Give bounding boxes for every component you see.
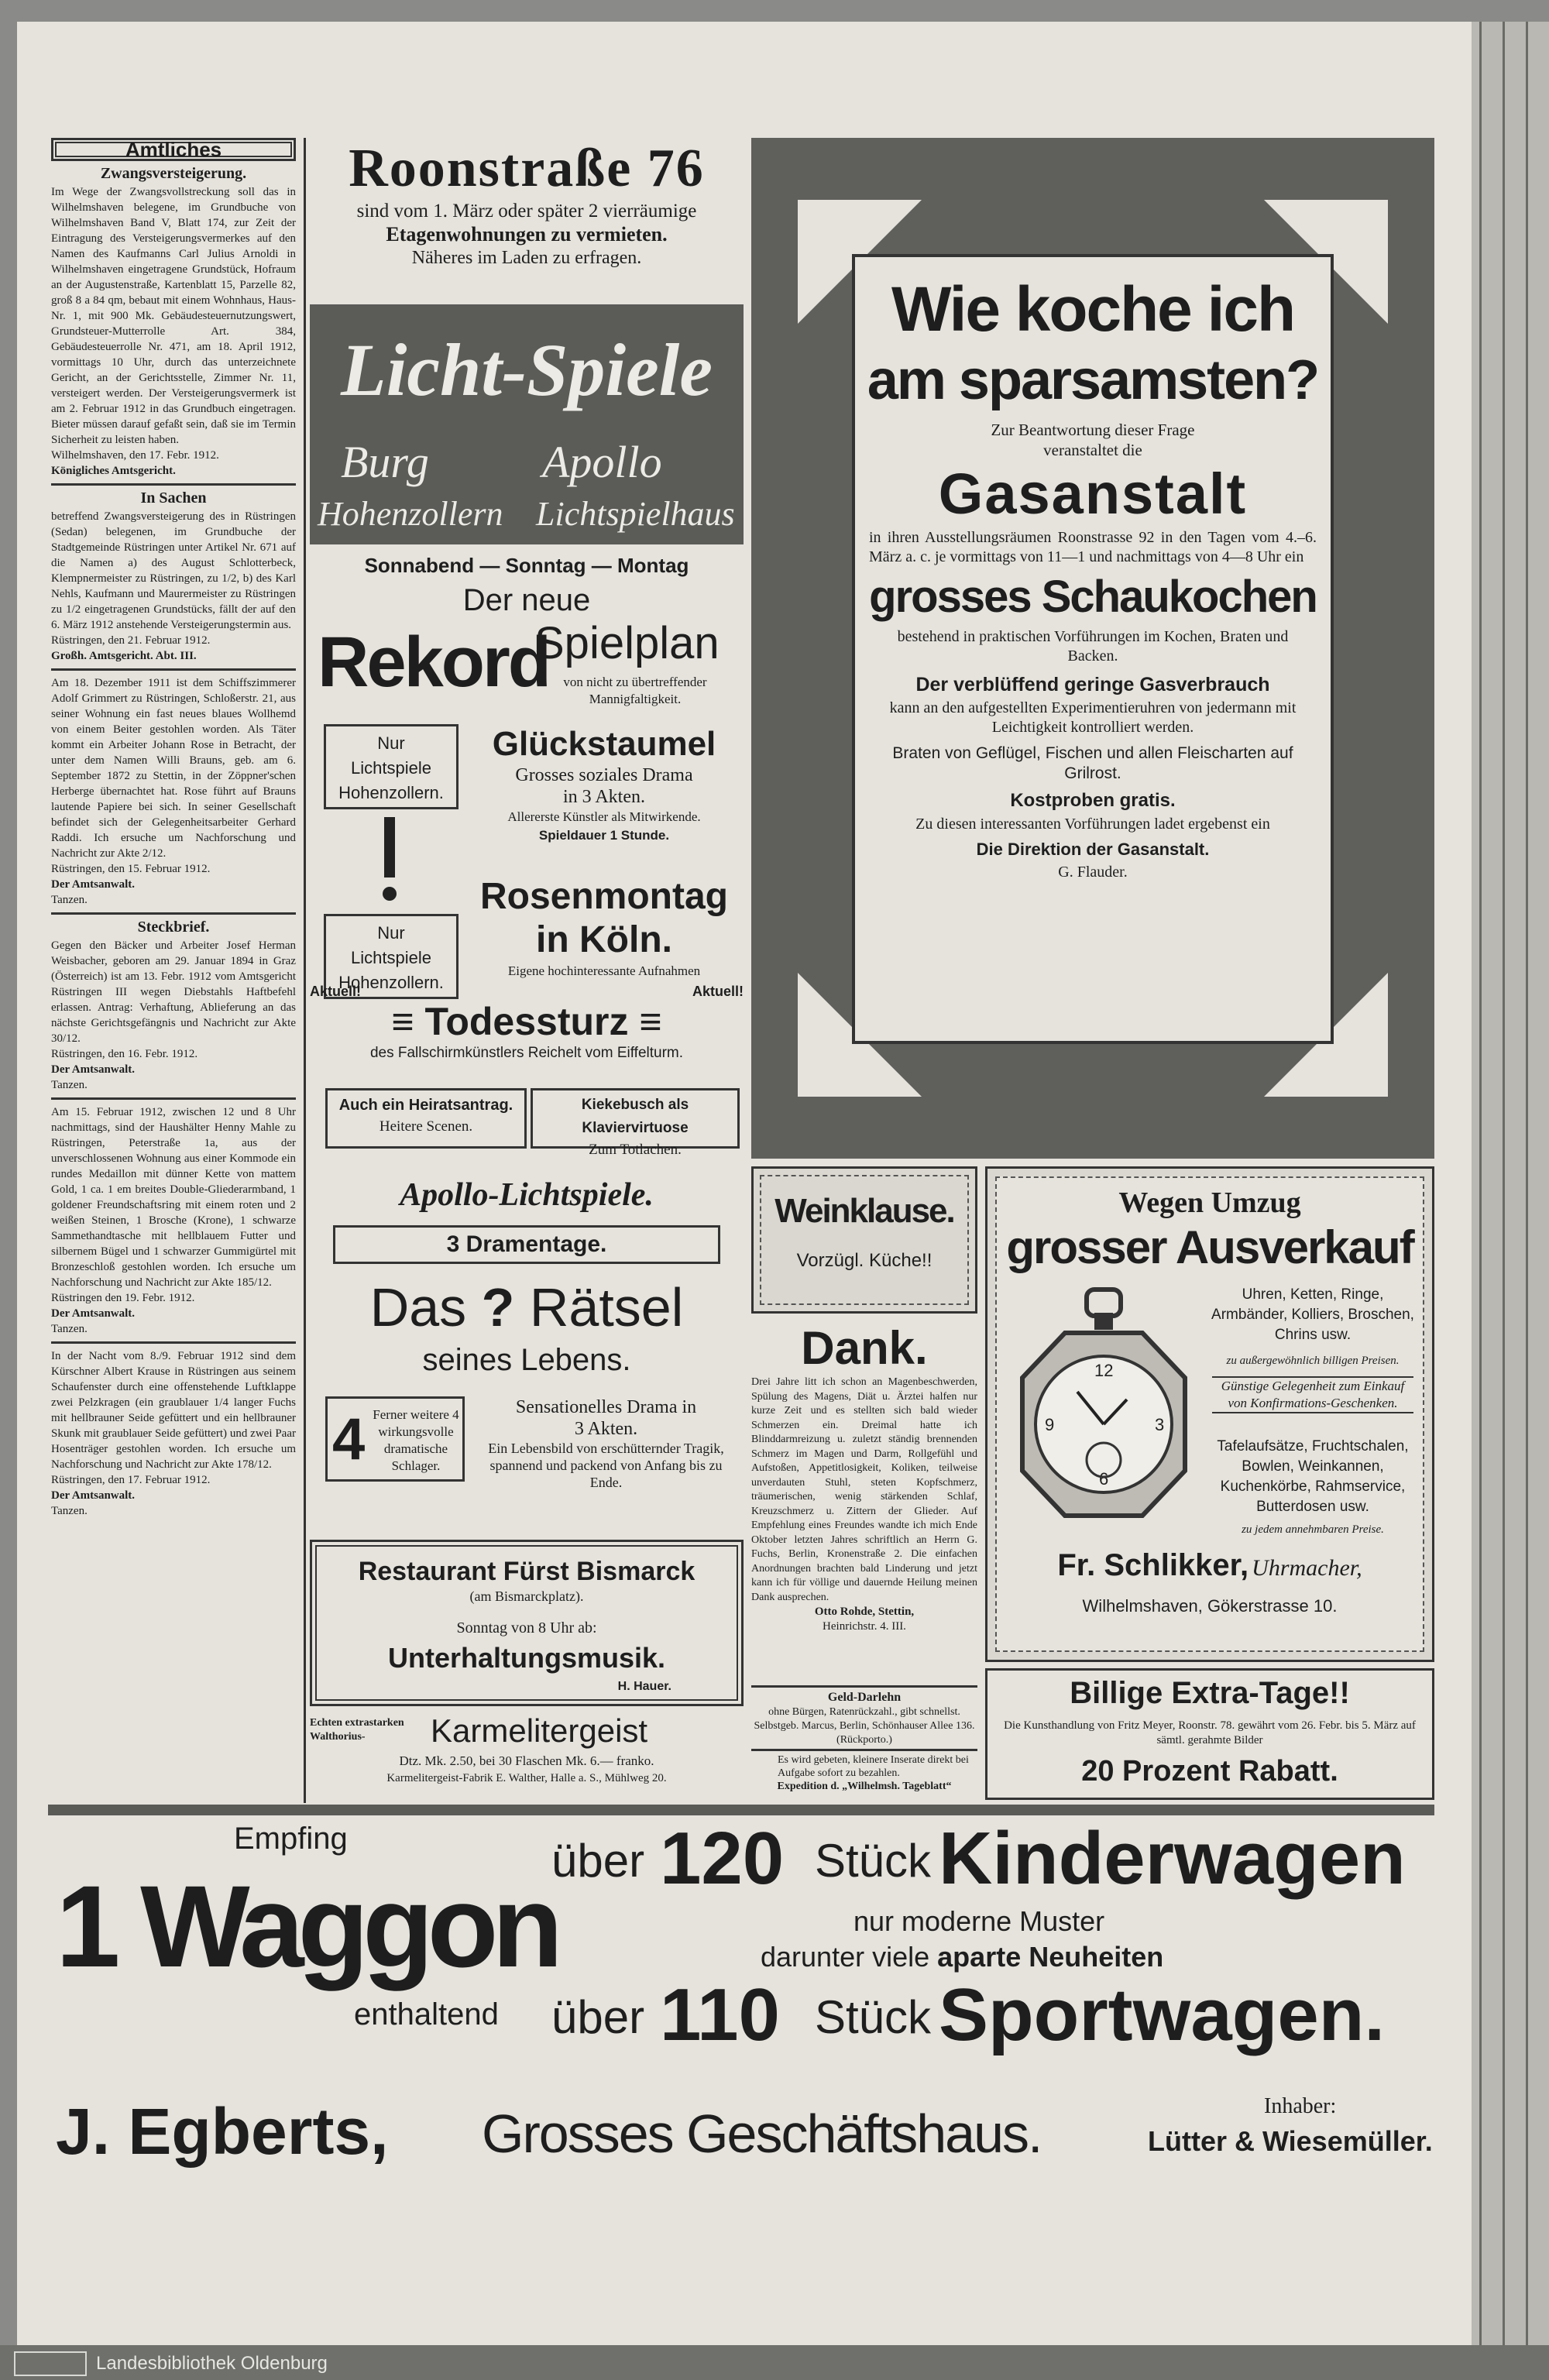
nur-box-1 xyxy=(324,724,459,809)
divider xyxy=(51,1097,296,1100)
stueck-2: Stück xyxy=(815,1991,932,2043)
raetsel-word-1: Das xyxy=(369,1277,467,1338)
gas-braten: Braten von Geflügel, Fischen und allen Fleischarten auf Grilrost. xyxy=(892,744,1293,782)
egberts-owners: Lütter & Wiesemüller. xyxy=(1148,2125,1433,2157)
spielplan: Spielplan xyxy=(534,618,720,668)
notice-signature: Der Amtsanwalt. xyxy=(51,1063,136,1076)
hohenzollern-label: Hohenzollern xyxy=(318,495,503,533)
official-notices-column xyxy=(51,138,296,1803)
library-logo-icon xyxy=(14,2351,87,2376)
bismarck-hauer: H. Hauer. xyxy=(617,1680,671,1693)
notice-text: Gegen den Bäcker und Arbeiter Josef Herman Weisbacher, geboren am 29. Januar 1894 in Graz (Österreich) ist am 13. Febr. 1912 vom Amtsgericht Rüstringen III wegen Diebstahls Haftbefehl erlassen. Antrag: Verhaftung, Ablieferung an das nächste Gerichtsgefängnis und Nachricht zur Akte 30/12. xyxy=(51,939,296,1045)
hohenzollern-label: Hohenzollern. xyxy=(338,973,444,992)
umzug-list-2: zu außergewöhnlich billigen Preisen. xyxy=(1226,1355,1400,1367)
rosenmontag-title: Rosenmontag xyxy=(479,876,728,917)
notice-title: Steckbrief. xyxy=(137,919,210,936)
amtliches-header: Amtliches xyxy=(51,138,296,161)
notice-text: Am 15. Februar 1912, zwischen 12 und 8 Uhr nachmittags, sind der Haushälter Henny Mahle zu Rüstringen, Peterstraße 1a, aus der unverschlossenen Wohnung aus einer Kommode ein rundes Medaillon mit dünner Kette von mattem Gold, 1 ca. 1 em breites Double-Gliederarmband, 1 goldener Freundschaftsring mit einem roten und 2 weißen Steinen, 1 Brosche (Krone), 1 schwarze Sammethandtasche mit hellblauem Futter und silbernem Bügel und 1 schwarzer Gummigürtel mit Bronzeschloß gestohlen worden. Ich ersuche um Nachforschung und Nachricht zur Akte 185/12. xyxy=(51,1106,296,1289)
umzug-firm: Fr. Schlikker, xyxy=(1057,1548,1249,1582)
divider xyxy=(51,668,296,671)
karmel-price: Dtz. Mk. 2.50, bei 30 Flaschen Mk. 6.— franko. xyxy=(399,1753,654,1768)
notice-signature-name: Tanzen. xyxy=(51,1079,88,1091)
bismarck-title: Restaurant Fürst Bismarck xyxy=(358,1557,696,1586)
notice-text: Im Wege der Zwangsvollstreckung soll das in Wilhelmshaven belegene, im Grundbuche von Wilhelmshaven Band V, Blatt 174, zur Zeit der Eintragung des Versteigerungsvermerkes auf den Namen des Kaufmanns Carl Julius Arnoldi in Wilhelmshaven eingetragene Grundstück, Hofraum an der Augustenstraße, Kartenblatt 15, Parzelle 82, groß 8 a 84 qm, bebaut mit einem Wohnhaus, Haus-Nr. 1, mit 900 Mk. Gebäudesteuernutzungswert, Grundsteuer-Mutterrolle Art. 384, Gebäudesteuerrolle Nr. 471, am 18. April 1912, vormittags 10 Uhr, durch das unterzeichnete Gericht, an der Gerichtsstelle, Zimmer Nr. 11, versteigert werden. Der Versteigerungsvermerk ist am 2. Februar 1912 in das Grundbuch eingetragen. Bieter müssen darauf gefaßt sein, daß sie im Termin Sicherheit zu leisten haben. xyxy=(51,186,296,446)
lichtspiele-label: Lichtspiele xyxy=(351,948,431,967)
lichtspiele-banner xyxy=(310,304,744,544)
four-number: 4 xyxy=(332,1406,366,1472)
billige-ad xyxy=(985,1668,1434,1800)
todessturz-sub: des Fallschirmkünstlers Reichelt vom Eiffelturm. xyxy=(369,1045,684,1061)
rosenmontag-sub: Eigene hochinteressante Aufnahmen xyxy=(507,963,701,978)
darunter: darunter viele xyxy=(761,1941,930,1973)
gas-zu: Zu diesen interessanten Vorführungen ladet ergebenst ein xyxy=(915,816,1270,833)
notice-signature: Der Amtsanwalt. xyxy=(51,878,136,891)
notice-signature: Der Amtsanwalt. xyxy=(51,1307,136,1320)
lichtspielhaus-label: Lichtspielhaus xyxy=(536,495,735,533)
ueber-2: über xyxy=(551,1991,645,2043)
aktuell-right: Aktuell! xyxy=(692,984,744,999)
ueber-1: über xyxy=(551,1835,645,1887)
library-name: Landesbibliothek Oldenburg xyxy=(96,2353,328,2374)
gas-kostproben: Kostproben gratis. xyxy=(1010,790,1176,811)
divider xyxy=(51,483,296,486)
aktuell-left: Aktuell! xyxy=(310,984,362,999)
dank-title: Dank. xyxy=(801,1322,928,1374)
billige-title: Billige Extra-Tage!! xyxy=(1070,1676,1350,1710)
heirat-box xyxy=(325,1088,527,1149)
umzug-ad xyxy=(985,1166,1434,1662)
column-rule xyxy=(304,138,306,1803)
expedition-text: Es wird gebeten, kleinere Inserate direkt bei Aufgabe sofort zu bezahlen. xyxy=(778,1754,969,1779)
notice-date: Rüstringen, den 17. Februar 1912. xyxy=(51,1474,211,1486)
aparte-neuheiten: aparte Neuheiten xyxy=(937,1941,1164,1973)
lichtspiele-program xyxy=(310,550,744,1185)
question-mark: ? xyxy=(481,1277,515,1338)
umzug-tafel: Tafelaufsätze, Fruchtschalen, Bowlen, Weinkannen, Kuchenkörbe, Rahmservice, Butterdosen usw. xyxy=(1217,1438,1409,1515)
roon-line3: Näheres im Laden zu erfragen. xyxy=(411,248,642,268)
umzug-list-1: Uhren, Ketten, Ringe, Armbänder, Kolliers, Broschen, Chrins usw. xyxy=(1211,1286,1414,1343)
karmel-title: Karmelitergeist xyxy=(431,1712,648,1749)
gas-kann: kann an den aufgestellten Experimentieruhren von jedermann mit Leichtigkeit kontrolliert werden. xyxy=(889,699,1297,736)
billige-rabatt: 20 Prozent Rabatt. xyxy=(1081,1755,1338,1788)
notice-signature-name: Tanzen. xyxy=(51,1323,88,1335)
stueck-1: Stück xyxy=(815,1835,932,1887)
glueckstaumel-sub: Allererste Künstler als Mitwirkende. xyxy=(507,809,701,824)
umzug-preise: zu jedem annehmbaren Preise. xyxy=(1242,1523,1384,1536)
weinklause-sub: Vorzügl. Küche!! xyxy=(796,1250,932,1271)
umzug-address: Wilhelmshaven, Gökerstrasse 10. xyxy=(1082,1596,1338,1616)
notice-date: Rüstringen den 19. Febr. 1912. xyxy=(51,1292,195,1304)
arrow-left-icon: ≡ xyxy=(391,1000,425,1043)
roon-line1: sind vom 1. März oder später 2 vierräumige xyxy=(356,201,697,222)
apollo-title: Apollo-Lichtspiele. xyxy=(400,1177,654,1213)
unuebertroffen: von nicht zu übertreffender Mannigfaltigkeit. xyxy=(563,675,707,706)
page-edge xyxy=(1472,22,1549,2345)
heirat-sub: Heitere Scenen. xyxy=(379,1118,473,1135)
moderne-muster: nur moderne Muster xyxy=(853,1905,1105,1937)
notice-signature: Der Amtsanwalt. xyxy=(51,1489,136,1502)
newspaper-page xyxy=(17,22,1472,2345)
divider xyxy=(751,1685,977,1688)
raetsel-word-2: Rätsel xyxy=(529,1277,684,1338)
gas-body: in ihren Ausstellungsräumen Roonstrasse 92 in den Tagen vom 4.–6. März a. c. je vormittags von 11—1 und nachmittags von 4—8 Uhr ein xyxy=(869,529,1317,565)
glueckstaumel-sub: in 3 Akten. xyxy=(563,787,645,807)
gas-direktion: Die Direktion der Gasanstalt. xyxy=(976,840,1210,859)
karmel-fabrik: Karmelitergeist-Fabrik E. Walther, Halle a. S., Mühlweg 20. xyxy=(386,1772,667,1784)
roonstrasse-ad xyxy=(307,138,747,297)
gas-title-1: Wie koche ich xyxy=(891,274,1295,345)
bismarck-sub: (am Bismarckplatz). xyxy=(469,1588,584,1604)
roon-line2: Etagenwohnungen zu vermieten. xyxy=(386,223,668,246)
todessturz-text: Todessturz xyxy=(424,1000,629,1043)
gasanstalt-ad xyxy=(751,138,1434,1159)
rekord: Rekord xyxy=(318,623,549,702)
gas-title-2: am sparsamsten? xyxy=(867,349,1319,411)
der-neue: Der neue xyxy=(462,583,591,617)
gas-intro-1: Zur Beantwortung dieser Frage xyxy=(991,421,1195,439)
divider xyxy=(51,912,296,915)
notice-date: Wilhelmshaven, den 17. Febr. 1912. xyxy=(51,449,219,462)
raetsel-title xyxy=(310,1276,744,1338)
seines-lebens: seines Lebens. xyxy=(422,1343,631,1377)
todessturz-block xyxy=(310,999,744,1063)
notice-text: In der Nacht vom 8./9. Februar 1912 sind dem Kürschner Albert Krause in Rüstringen aus seinem Schaufenster durch eine offenstehende Luftklappe zwei Pelzkragen (ein graublauer 1/4 langer Fuchs mit hellbrauner Seide gefüttert und ein hellbrauner Skunk mit graublauer Seide gefüttert) und zwei Paar Hosenträger gestohlen worden. Ich ersuche um Nachforschung und Nachricht zur Akte 178/12. xyxy=(51,1350,296,1471)
geld-text: ohne Bürgen, Ratenrückzahl., gibt schnellst. Selbstgeb. Marcus, Berlin, Schönhauser Allee 136. (Rückporto.) xyxy=(754,1706,975,1746)
notice-signature: Großh. Amtsgericht. Abt. III. xyxy=(51,650,197,662)
svg-text:9: 9 xyxy=(1045,1415,1055,1434)
svg-text:12: 12 xyxy=(1094,1361,1114,1380)
ferner-box xyxy=(325,1396,465,1482)
ferner-text: Ferner weitere 4 wirkungsvolle dramatische Schlager. xyxy=(373,1407,459,1473)
rosenmontag-block xyxy=(469,875,740,981)
apollo-label: Apollo xyxy=(542,437,662,487)
hohenzollern-label: Hohenzollern. xyxy=(338,783,444,802)
umzug-title-2: grosser Ausverkauf xyxy=(1006,1221,1413,1273)
dramentage-box: 3 Dramentage. xyxy=(333,1225,720,1264)
geld-title: Geld-Darlehn xyxy=(827,1691,902,1704)
sensation-line: Sensationelles Drama in xyxy=(515,1397,697,1417)
middle-small-ads xyxy=(751,1166,977,1801)
glueckstaumel-title: Glückstaumel xyxy=(492,725,716,763)
umzug-firm-line xyxy=(987,1548,1432,1583)
notice-date: Rüstringen, den 16. Febr. 1912. xyxy=(51,1048,198,1060)
gas-verbl: Der verblüffend geringe Gasverbrauch xyxy=(915,674,1270,695)
todessturz-title xyxy=(310,999,744,1044)
rosenmontag-title-2: in Köln. xyxy=(536,919,672,960)
roon-title: Roonstraße 76 xyxy=(349,139,705,198)
notice-date: Rüstringen, den 15. Februar 1912. xyxy=(51,863,211,875)
weinklause-title: Weinklause. xyxy=(774,1192,954,1230)
sensation-line: 3 Akten. xyxy=(574,1419,638,1439)
divider xyxy=(751,1749,977,1751)
egberts-empfing: Empfing xyxy=(234,1822,348,1856)
dank-sign-1: Otto Rohde, Stettin, xyxy=(814,1606,915,1618)
billige-text: Die Kunsthandlung von Fritz Meyer, Roonstr. 78. gewährt vom 26. Febr. bis 5. März auf sämtl. gerahmte Bilder xyxy=(1004,1719,1416,1746)
sensation-block xyxy=(472,1396,740,1491)
gas-intro-2: veranstaltet die xyxy=(1043,441,1142,459)
kiekebusch-box xyxy=(531,1088,740,1158)
number-110: 110 xyxy=(660,1973,780,2056)
glueckstaumel-sub: Spieldauer 1 Stunde. xyxy=(538,828,670,843)
lichtspiele-title: Licht-Spiele xyxy=(341,328,713,411)
svg-text:3: 3 xyxy=(1155,1415,1165,1434)
number-120: 120 xyxy=(660,1817,785,1900)
geld-ad xyxy=(751,1690,977,1747)
notice-title: Zwangsversteigerung. xyxy=(100,165,247,182)
notice-title: In Sachen xyxy=(140,489,207,507)
notice-text: betreffend Zwangsversteigerung des in Rüstringen (Sedan) belegenen, im Grundbuche der Stadtgemeinde Rüstringen unter Artikel Nr. 671 auf die Namen a) des August Schlotterbeck, Klempnermeister zu Rüstringen, zu 1/2, b) des Karl Nehls, Kaufmann und Maurermeister zu Rüstringen zu 1/2 eingetragenen Grundstücks, fällt der auf den 6. März 1912 anstehende Versteigerungstermin aus. xyxy=(51,510,296,631)
notice-signature: Königliches Amtsgericht. xyxy=(51,465,176,477)
notice-signature-name: Tanzen. xyxy=(51,894,88,906)
darunter-line xyxy=(761,1941,1163,1973)
heirat-title: Auch ein Heiratsantrag. xyxy=(338,1097,513,1114)
nur-label: Nur xyxy=(377,923,405,943)
gasanstalt-title: Gasanstalt xyxy=(938,462,1248,526)
pocket-watch-icon xyxy=(1011,1285,1197,1525)
umzug-title-1: Wegen Umzug xyxy=(1118,1187,1301,1219)
notice-text: Am 18. Dezember 1911 ist dem Schiffszimmerer Adolf Grimmert zu Rüstringen, Schloßerstr. 21, aus seiner Wohnung ein fast neues blaues Wollhemd von einem Beiter gestohlen worden. Als Täter kommt ein Arbeiter Johann Rose in Betracht, der unter dem Namen Willi Brauns, geb. am 6. September 1872 zu Stettin, in der Zöppner'schen Herberge übernachtet hat. Rose führt auf Brauns lautende Papiere bei sich. In seiner Gesellschaft befindet sich der Gelegenheitsarbeiter Gerhard Raddi. Ich ersuche um Nachforschung und Nachricht zur Akte 2/12. xyxy=(51,677,296,860)
nur-label: Nur xyxy=(377,733,405,753)
umzug-uhrmacher: Uhrmacher, xyxy=(1252,1555,1362,1581)
sportwagen: Sportwagen. xyxy=(939,1973,1386,2056)
expedition-note xyxy=(751,1753,977,1794)
egberts-geschaeft: Grosses Geschäftshaus. xyxy=(482,2104,1042,2164)
exclamation-mark xyxy=(378,817,401,902)
divider xyxy=(51,1341,296,1344)
kiekebusch-sub: Zum Totlachen. xyxy=(589,1142,682,1158)
gas-inner-panel xyxy=(852,254,1334,1044)
egberts-firm: J. Egberts, xyxy=(56,2095,389,2168)
glueckstaumel-block xyxy=(469,724,740,845)
days-line: Sonnabend — Sonntag — Montag xyxy=(364,554,689,577)
arrow-right-icon: ≡ xyxy=(628,1000,662,1043)
bismarck-musik: Unterhaltungsmusik. xyxy=(387,1642,666,1674)
egberts-enthaltend: enthaltend xyxy=(354,1997,499,2031)
dank-text: Drei Jahre litt ich schon an Magenbeschwerden, Spülung des Magens, Diät u. Ärztei halfen nur kurze Zeit und es stellten sich bald wieder Schmerzen ein. Dreimal hatte ich Blinddarmreizung u. zuletzt ständig brennenden Schmerz im Magen und Darm, Rollgefühl und Aufstoßen, Appetitlosigkeit, Koliken, teilweise unverdauten Stuhl, steten Kopfschmerz, träumerischen, wenig stärkenden Schlaf, Kreuzschmerz u. Zittern der Glieder. Auf Empfehlung eines Freundes wandte ich mich Ende Oktober letzten Jahres schriftlich an Herrn G. Fuchs, Berlin, Kronenstraße 2. Die einfachen Anordnungen brachten bald Linderung und jetzt kann ich für völlige und dauernde Heilung meinen Dank ausprechen. xyxy=(751,1376,977,1603)
karmel-echten: Echten extrastarken Walthorius- xyxy=(310,1717,404,1743)
egberts-ad xyxy=(48,1805,1434,2249)
egberts-inhaber: Inhaber: xyxy=(1264,2094,1337,2118)
schaukochen-title: grosses Schaukochen xyxy=(869,572,1317,622)
notice-signature-name: Tanzen. xyxy=(51,1505,88,1517)
kiekebusch-title: Kiekebusch als Klaviervirtuose xyxy=(581,1097,689,1136)
expedition-sign: Expedition d. „Wilhelmsh. Tageblatt“ xyxy=(777,1781,952,1792)
egberts-waggon: 1 Waggon xyxy=(56,1861,558,1991)
sensation-text: Ein Lebensbild von erschütternder Tragik, spannend und packend von Anfang bis zu Ende. xyxy=(488,1441,724,1490)
svg-text:6: 6 xyxy=(1099,1469,1109,1489)
dank-ad xyxy=(751,1321,977,1678)
karmelitergeist-ad xyxy=(310,1712,744,1801)
bismarck-ad xyxy=(310,1540,744,1706)
weinklause-ad xyxy=(751,1166,977,1314)
kinderwagen: Kinderwagen xyxy=(939,1817,1406,1900)
gas-bestehend: bestehend in praktischen Vorführungen im Kochen, Braten und Backen. xyxy=(897,628,1289,665)
apollo-ad xyxy=(310,1176,744,1540)
umzug-guenstig: Günstige Gelegenheit zum Einkauf von Konfirmations-Geschenken. xyxy=(1212,1376,1413,1413)
bismarck-sonntag: Sonntag von 8 Uhr ab: xyxy=(456,1619,597,1636)
gas-flauder: G. Flauder. xyxy=(1058,864,1128,881)
notice-date: Rüstringen, den 21. Februar 1912. xyxy=(51,634,211,647)
glueckstaumel-sub: Grosses soziales Drama xyxy=(515,765,693,785)
lichtspiele-label: Lichtspiele xyxy=(351,758,431,778)
dank-sign-2: Heinrichstr. 4. III. xyxy=(823,1620,906,1633)
burg-label: Burg xyxy=(341,437,429,487)
library-footer xyxy=(0,2345,1549,2380)
